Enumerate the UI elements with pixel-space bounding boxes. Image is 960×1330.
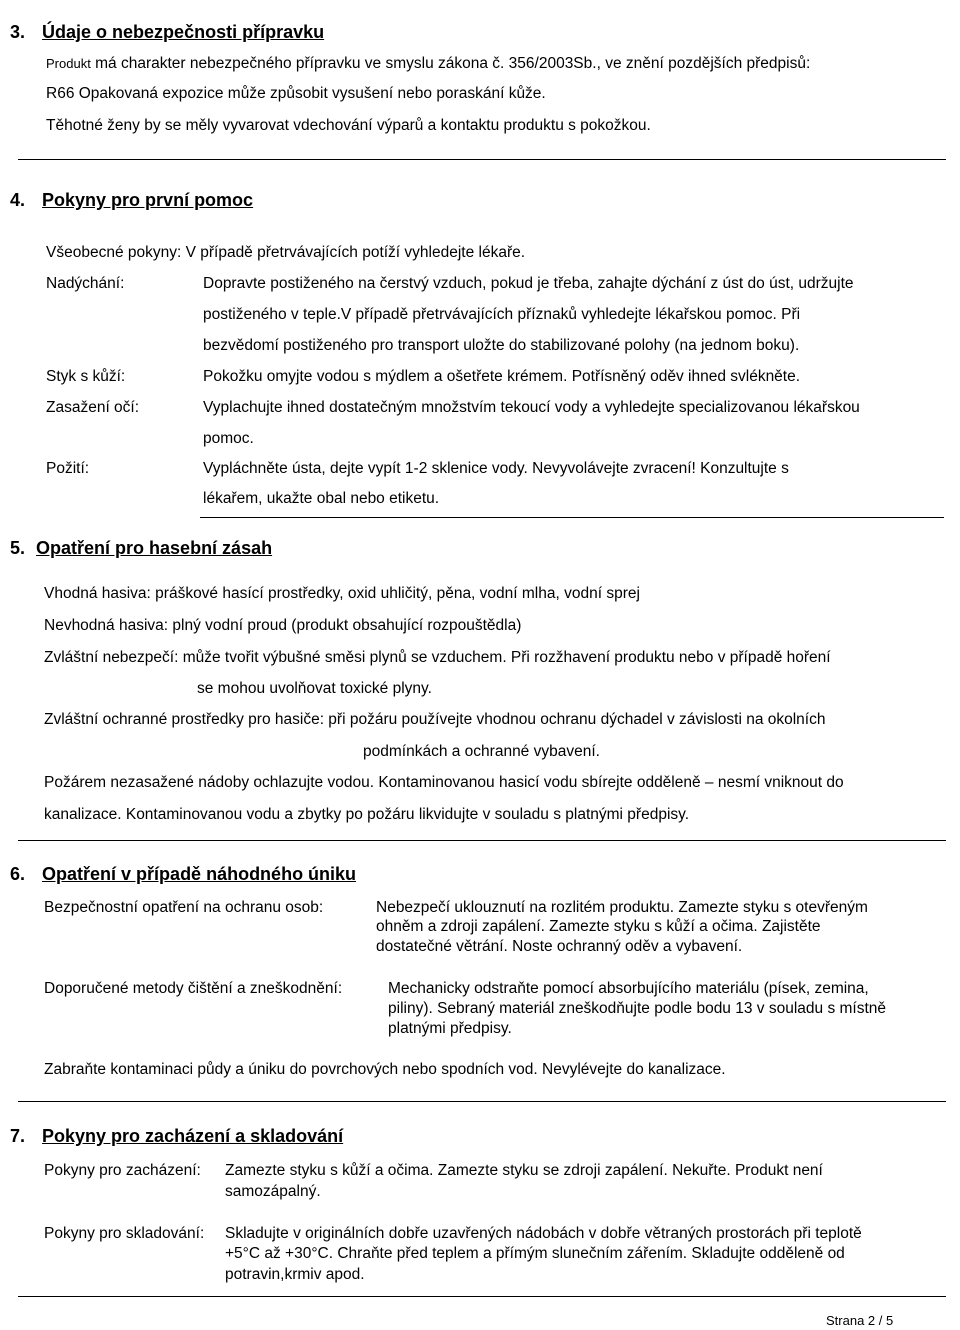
storage-text-1: Skladujte v originálních dobře uzavřených nádobách v dobře větraných prostorách při teplotě [225,1225,862,1242]
personal-safety-text-2: ohněm a zdroji zapálení. Zamezte styku s kůží a očima. Zajistěte [376,918,821,935]
section-4-title: Pokyny pro první pomoc [42,190,254,210]
storage-text-3: potravin,krmiv apod. [225,1266,365,1283]
product-word: Produkt [46,56,91,71]
section-7-heading [10,1126,343,1147]
divider [200,517,944,518]
skin-label: Styk s kůží: [46,368,126,385]
section-6-title: Opatření v případě náhodného úniku [42,864,357,884]
storage-text-2: +5°C až +30°C. Chraňte před teplem a přímým slunečním zářením. Skladujte odděleně od [225,1245,845,1262]
handling-text-1: Zamezte styku s kůží a očima. Zamezte styku se zdroji zapálení. Nekuřte. Produkt není [225,1162,823,1179]
section-5-number: 5. [10,538,26,558]
footer-divider [18,1296,946,1297]
ingestion-text-1: Vypláchněte ústa, dejte vypít 1-2 sklenice vody. Nevyvolávejte zvracení! Konzultujte s [203,460,789,477]
handling-label: Pokyny pro zacházení: [44,1162,201,1179]
cleanup-text-3: platnými předpisy. [388,1020,512,1037]
ingestion-text-2: lékařem, ukažte obal nebo etiketu. [203,490,440,507]
suitable-extinguishers: Vhodná hasiva: práškové hasící prostředky, oxid uhličitý, pěna, vodní mlha, vodní sprej [44,585,640,602]
divider [18,159,946,160]
handling-text-2: samozápalný. [225,1183,321,1200]
section-6-heading [10,864,356,885]
cleanup-label: Doporučené metody čištění a zneškodnění: [44,980,343,997]
section-4-heading [10,190,253,211]
section-3-line-2: R66 Opakovaná expozice může způsobit vysušení nebo poraskání kůže. [46,85,546,102]
container-cooling-2: kanalizace. Kontaminovanou vodu a zbytky po požáru likvidujte v souladu s platnými předpisy. [44,806,690,823]
section-3-line-3: Těhotné ženy by se měly vyvarovat vdechování výparů a kontaktu produktu s pokožkou. [46,117,651,134]
inhalation-text-2: postiženého v teple.V případě přetrvávajících příznaků vyhledejte lékařskou pomoc. Při [203,306,801,323]
inhalation-text-3: bezvědomí postiženého pro transport uložte do stabilizované polohy (na jednom boku). [203,337,800,354]
section-7-number: 7. [10,1126,26,1146]
section-4-number: 4. [10,190,26,210]
divider [18,1101,946,1102]
container-cooling-1: Požárem nezasažené nádoby ochlazujte vodou. Kontaminovanou hasicí vodu sbírejte odděleně – nesmí vniknout do [44,774,844,791]
section-3-number: 3. [10,22,26,42]
environmental-precautions: Zabraňte kontaminaci půdy a úniku do povrchových nebo spodních vod. Nevylévejte do kanalizace. [44,1061,726,1078]
ingestion-label: Požití: [46,460,90,477]
section-5-heading [10,538,272,559]
general-instructions: Všeobecné pokyny: V případě přetrvávajících potíží vyhledejte lékaře. [46,244,526,261]
special-hazard-1: Zvláštní nebezpečí: může tvořit výbušné směsi plynů se vzduchem. Při rozžhavení produktu nebo v případě hoření [44,649,831,666]
personal-safety-text-3: dostatečné větrání. Noste ochranný oděv a vybavení. [376,938,743,955]
section-6-number: 6. [10,864,26,884]
divider [18,840,946,841]
protective-equipment-2: podmínkách a ochranné vybavení. [363,743,600,760]
personal-safety-label: Bezpečnostní opatření na ochranu osob: [44,899,324,916]
cleanup-text-1: Mechanicky odstraňte pomocí absorbujícího materiálu (písek, zemina, [388,980,869,997]
section-3-heading [10,22,324,43]
inhalation-text-1: Dopravte postiženého na čerstvý vzduch, pokud je třeba, zahajte dýchání z úst do úst, udržujte [203,275,854,292]
eye-text-2: pomoc. [203,430,254,447]
protective-equipment-1: Zvláštní ochranné prostředky pro hasiče: při požáru používejte vhodnou ochranu dýchadel v závislosti na okolních [44,711,826,728]
eye-label: Zasažení očí: [46,399,140,416]
section-5-title: Opatření pro hasební zásah [36,538,273,558]
inhalation-label: Nadýchání: [46,275,125,292]
cleanup-text-2: piliny). Sebraný materiál zneškodňujte podle bodu 13 v souladu s místně [388,1000,887,1017]
unsuitable-extinguishers: Nevhodná hasiva: plný vodní proud (produkt obsahující rozpouštědla) [44,617,522,634]
skin-text: Pokožku omyjte vodou s mýdlem a ošetřete krémem. Potřísněný oděv ihned svlékněte. [203,368,801,385]
personal-safety-text-1: Nebezpečí uklouznutí na rozlitém produktu. Zamezte styku s otevřeným [376,899,868,916]
section-3-line-1-text: má charakter nebezpečného přípravku ve smyslu zákona č. 356/2003Sb., ve znění pozdějších předpisů: [90,55,811,72]
section-3-title: Údaje o nebezpečnosti přípravku [42,22,325,42]
special-hazard-2: se mohou uvolňovat toxické plyny. [197,680,432,697]
storage-label: Pokyny pro skladování: [44,1225,205,1242]
page-number: Strana 2 / 5 [826,1313,894,1328]
section-7-title: Pokyny pro zacházení a skladování [42,1126,344,1146]
eye-text-1: Vyplachujte ihned dostatečným množstvím tekoucí vody a vyhledejte specializovanou lékařskou [203,399,860,416]
section-3-line-1 [46,55,810,73]
